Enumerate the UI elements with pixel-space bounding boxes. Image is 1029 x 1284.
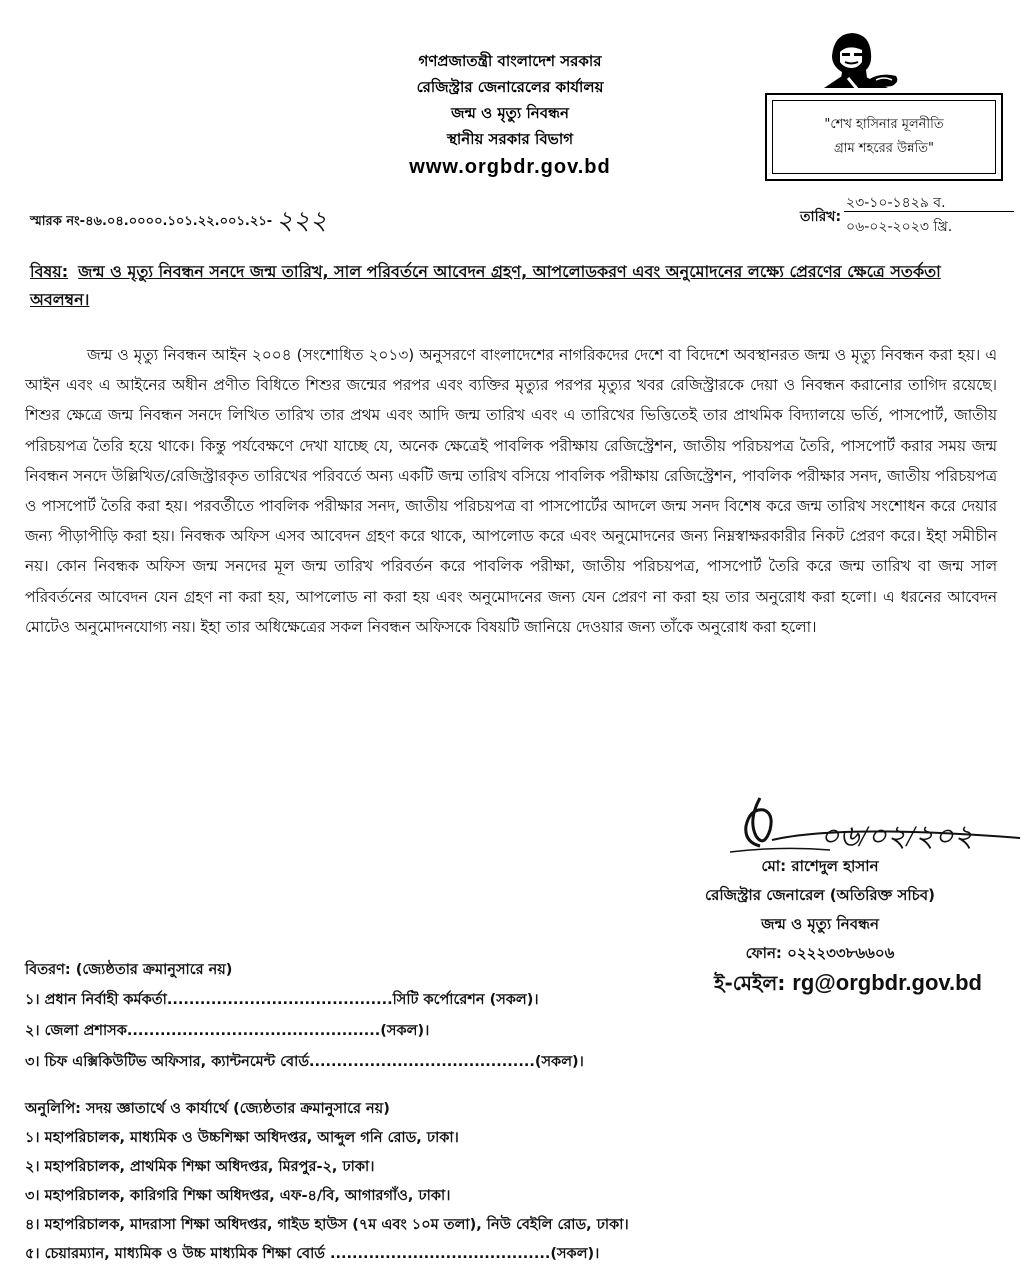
motto-box: [765, 93, 1003, 181]
date-bangla: ২৩-১০-১৪২৯ ব.: [846, 195, 946, 211]
date-english: ০৬-০২-২০২৩ খ্রি.: [846, 219, 953, 235]
letterhead: [300, 48, 720, 182]
signatory-name: মো: রাশেদুল হাসান: [761, 857, 879, 875]
letterhead-line-department: জন্ম ও মৃত্যু নিবন্ধন: [451, 104, 569, 122]
distribution-item: ১। প্রধান নির্বাহী কর্মকর্তা.........................................সিটি কর্পোরেশন (সকল)।: [25, 992, 539, 1008]
signatory-phone: ফোন: ০২২২৩৩৮৬৬০৬: [745, 944, 895, 962]
copy-item: ৩। মহাপরিচালক, কারিগরি শিক্ষা অধিদপ্তর, এফ-৪/বি, আগারগাঁও, ঢাকা।: [25, 1188, 451, 1204]
copy-item: ২। মহাপরিচালক, প্রাথমিক শিক্ষা অধিদপ্তর, মিরপুর-২, ঢাকা।: [25, 1159, 375, 1175]
signatory-designation: রেজিস্ট্রার জেনারেল (অতিরিক্ত সচিব): [705, 886, 935, 904]
signature-date: ০৬/০২/২০২: [820, 820, 974, 853]
copies-title: অনুলিপি: সদয় জ্ঞাতার্থে ও কার্যার্থে (জ্যেষ্ঠতার ক্রমানুসারে নয়): [25, 1101, 390, 1117]
motto-line-1: "শেখ হাসিনার মূলনীতি: [824, 117, 944, 132]
memo-handwritten-number: ২২২: [276, 206, 327, 235]
email-address[interactable]: rg@orgbdr.gov.bd: [792, 970, 982, 995]
distribution-item: ২। জেলা প্রশাসক..............................................(সকল)।: [25, 1023, 430, 1039]
copy-item: ৪। মহাপরিচালক, মাদরাসা শিক্ষা অধিদপ্তর, গাইড হাউস (৭ম এবং ১০ম তলা), নিউ বেইলি রোড, ঢাকা।: [25, 1217, 629, 1233]
date-divider: [844, 211, 1014, 212]
letterhead-line-division: স্থানীয় সরকার বিভাগ: [446, 130, 574, 148]
distribution-item: ৩। চিফ এক্সিকিউটিভ অফিসার, ক্যান্টনমেন্ট বোর্ড.........................................(সকল)।: [25, 1054, 584, 1070]
letter-body: জন্ম ও মৃত্যু নিবন্ধন আইন ২০০৪ (সংশোধিত ২০১৩) অনুসরণে বাংলাদেশের নাগরিকদের দেশে বা বিদেশে অবস্থানরত জন্ম ও মৃত্যু নিবন্ধন করা হয়। এ আইন এবং এ আইনের অধীন প্রণীত বিধিতে শিশুর জন্মের পরপর এবং ব্যক্তির মৃত্যুর পরপর মৃত্যুর খবর রেজিস্ট্রারকে দেয়া ও নিবন্ধন করানোর তাগিদ রয়েছে। শিশুর ক্ষেত্রে জন্ম নিবন্ধন সনদে লিখিত তারিখ তার প্রথম এবং আদি জন্ম তারিখ এবং এ তারিখের ভিত্তিতেই তার প্রাথমিক বিদ্যালয়ে ভর্তি, পাসপোর্ট, জাতীয় পরিচয়পত্র তৈরি হয়ে থাকে। কিন্তু পর্যবেক্ষণে দেখা যাচ্ছে যে, অনেক ক্ষেত্রেই পাবলিক পরীক্ষায় রেজিস্ট্রেশন, জাতীয় পরিচয়পত্র তৈরি, পাসপোর্ট করার সময় জন্ম নিবন্ধন সনদে উল্লিখিত/রেজিস্ট্রারকৃত তারিখের পরিবর্তে অন্য একটি জন্ম তারিখ বসিয়ে পাবলিক পরীক্ষায় রেজিস্ট্রেশন, পাবলিক পরীক্ষার সনদ, জাতীয় পরিচয়পত্র ও পাসপোর্ট তৈরি করা হয়। পরবর্তীতে পাবলিক পরীক্ষার সনদ, জাতীয় পরিচয়পত্র বা পাসপোর্টের আদলে জন্ম সনদ বিশেষ করে জন্ম তারিখ সংশোধন করে দেয়ার জন্য পীড়াপীড়ি করা হয়। নিবন্ধক অফিস এসব আবেদন গ্রহণ করে থাকে, আপলোড করে এবং অনুমোদনের জন্য নিম্নস্বাক্ষরকারীর নিকট প্রেরণ করে। ইহা সমীচীন নয়। কোন নিবন্ধক অফিস জন্ম সনদের মূল জন্ম তারিখ পরিবর্তন করে পাবলিক পরীক্ষা, জাতীয় পরিচয়পত্র, পাসপোর্ট তৈরি করে জন্ম তারিখ বা জন্ম সাল পরিবর্তনের আবেদন যেন গ্রহণ না করা হয়, আপলোড না করা হয় এবং অনুমোদনের জন্য যেন প্রেরণ না করা হয় তার অনুরোধ করা হলো। এ ধরনের আবেদন মোটেও অনুমোদনযোগ্য নয়। ইহা তার অধিক্ষেত্রের সকল নিবন্ধন অফিসকে বিষয়টি জানিয়ে দেওয়ার জন্য তাঁকে অনুরোধ করা হলো।: [25, 346, 997, 636]
letterhead-line-government: গণপ্রজাতন্ত্রী বাংলাদেশ সরকার: [418, 52, 602, 70]
email-label: ই-মেইল:: [714, 971, 786, 995]
letterhead-line-office: রেজিস্ট্রার জেনারেলের কার্যালয়: [416, 78, 604, 96]
distribution-title: বিতরণ: (জ্যেষ্ঠতার ক্রমানুসারে নয়): [25, 962, 233, 978]
date-label: তারিখ:: [800, 209, 842, 225]
subject: [30, 258, 995, 314]
sheikh-mujib-portrait-icon: [818, 28, 906, 96]
signatory-office: জন্ম ও মৃত্যু নিবন্ধন: [761, 915, 879, 933]
distribution-section: [25, 955, 1005, 1269]
letterhead-website: www.orgbdr.gov.bd: [409, 156, 611, 178]
subject-text: জন্ম ও মৃত্যু নিবন্ধন সনদে জন্ম তারিখ, সাল পরিবর্তনে আবেদন গ্রহণ, আপলোডকরণ এবং অনুমোদনের লক্ষ্যে প্রেরণের ক্ষেত্রে সতর্কতা অবলম্বন।: [30, 262, 941, 309]
memo-reference: [30, 200, 327, 244]
motto-line-2: গ্রাম শহরের উন্নতি": [833, 141, 935, 156]
copy-item: ১। মহাপরিচালক, মাধ্যমিক ও উচ্চশিক্ষা অধিদপ্তর, আব্দুল গনি রোড, ঢাকা।: [25, 1130, 459, 1146]
subject-label: বিষয়:: [30, 262, 69, 281]
memo-label: স্মারক নং-৪৬.০৪.০০০০.১০১.২২.০০১.২১-: [30, 214, 273, 229]
copy-item: ৫। চেয়ারম্যান, মাধ্যমিক ও উচ্চ মাধ্যমিক শিক্ষা বোর্ড ........................................(সকল)।: [25, 1246, 600, 1262]
